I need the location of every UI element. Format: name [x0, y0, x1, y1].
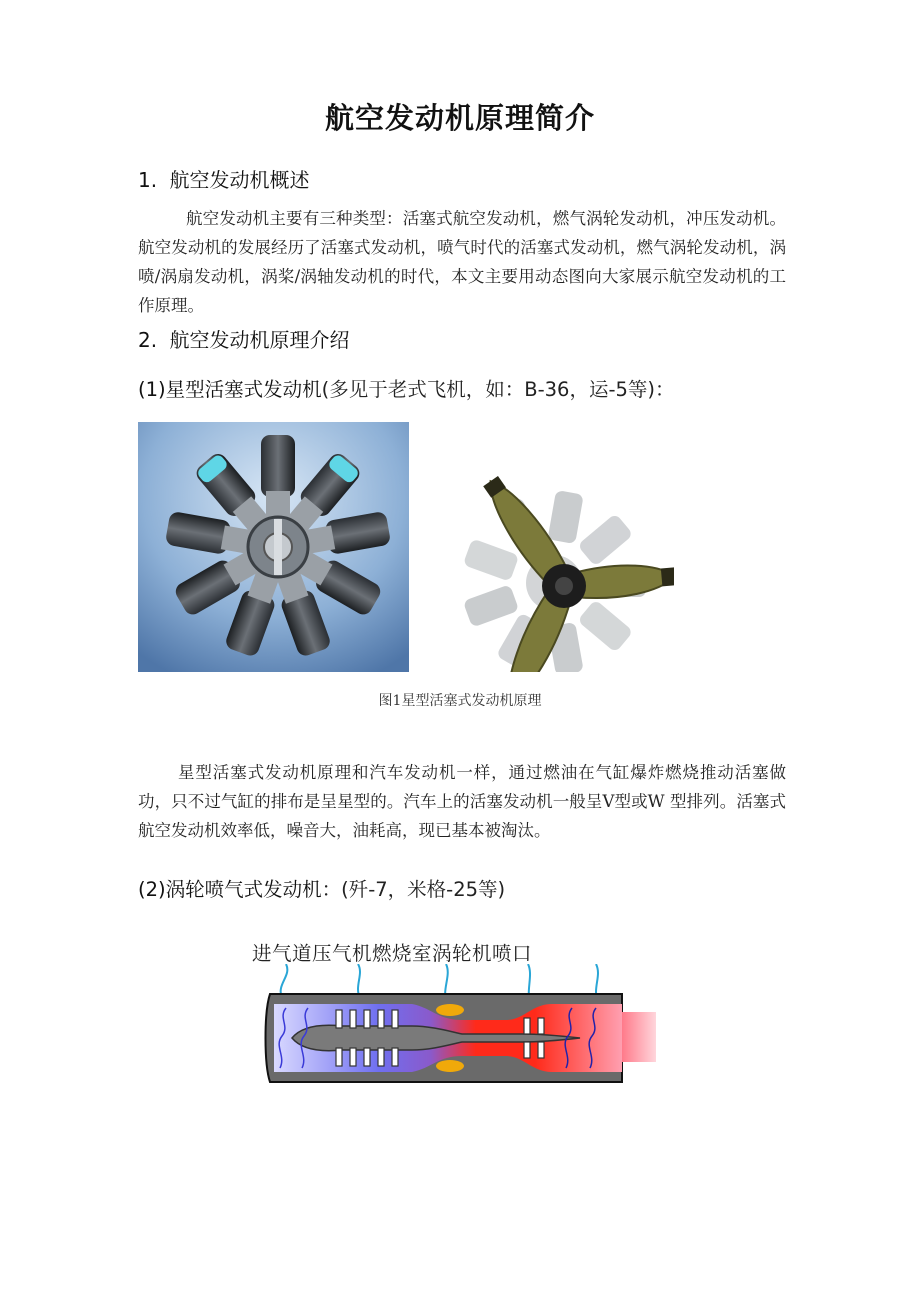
section-1-number: 1. [138, 168, 158, 192]
section-2-heading [138, 324, 349, 353]
radial-engine-paragraph: 星型活塞式发动机原理和汽车发动机一样，通过燃油在气缸爆炸燃烧推动活塞做功，只不过气缸的排布是呈星型的。汽车上的活塞发动机一般呈V型或W 型排列。活塞式航空发动机效率低，噪音大，油耗高，现已基本被淘汰。 [138, 763, 786, 840]
figure-1-caption: 图1星型活塞式发动机原理 [378, 693, 542, 709]
section-2-title: 航空发动机原理介绍 [169, 328, 350, 352]
turbojet-subheading [138, 874, 505, 902]
turbojet-diagram [262, 964, 658, 1088]
section-2-number: 2. [138, 328, 158, 352]
radial-engine-examples: (多见于老式飞机，如：B-36，运-5等)： [321, 378, 675, 401]
turbojet-examples: ：(歼-7，米格-25等) [321, 878, 506, 901]
section-1-heading [138, 164, 309, 193]
radial-engine-label: (1)星型活塞式发动机 [138, 378, 322, 401]
propeller-engine-image [414, 458, 674, 672]
overview-paragraph: 航空发动机主要有三种类型：活塞式航空发动机，燃气涡轮发动机，冲压发动机。航空发动机的发展经历了活塞式发动机，喷气时代的活塞式发动机，燃气涡轮发动机，涡喷/涡扇发动机，涡桨/涡轴发动机的时代，本文主要用动态图向大家展示航空发动机的工作原理。 [138, 209, 786, 315]
radial-engine-image [138, 422, 409, 672]
radial-engine-subheading [138, 374, 675, 402]
section-1-title: 航空发动机概述 [169, 168, 310, 192]
turbojet-label: (2)涡轮喷气式发动机 [138, 878, 322, 901]
document-title: 航空发动机原理简介 [324, 101, 595, 135]
turbojet-diagram-labels: 进气道压气机燃烧室涡轮机喷口 [252, 942, 533, 965]
